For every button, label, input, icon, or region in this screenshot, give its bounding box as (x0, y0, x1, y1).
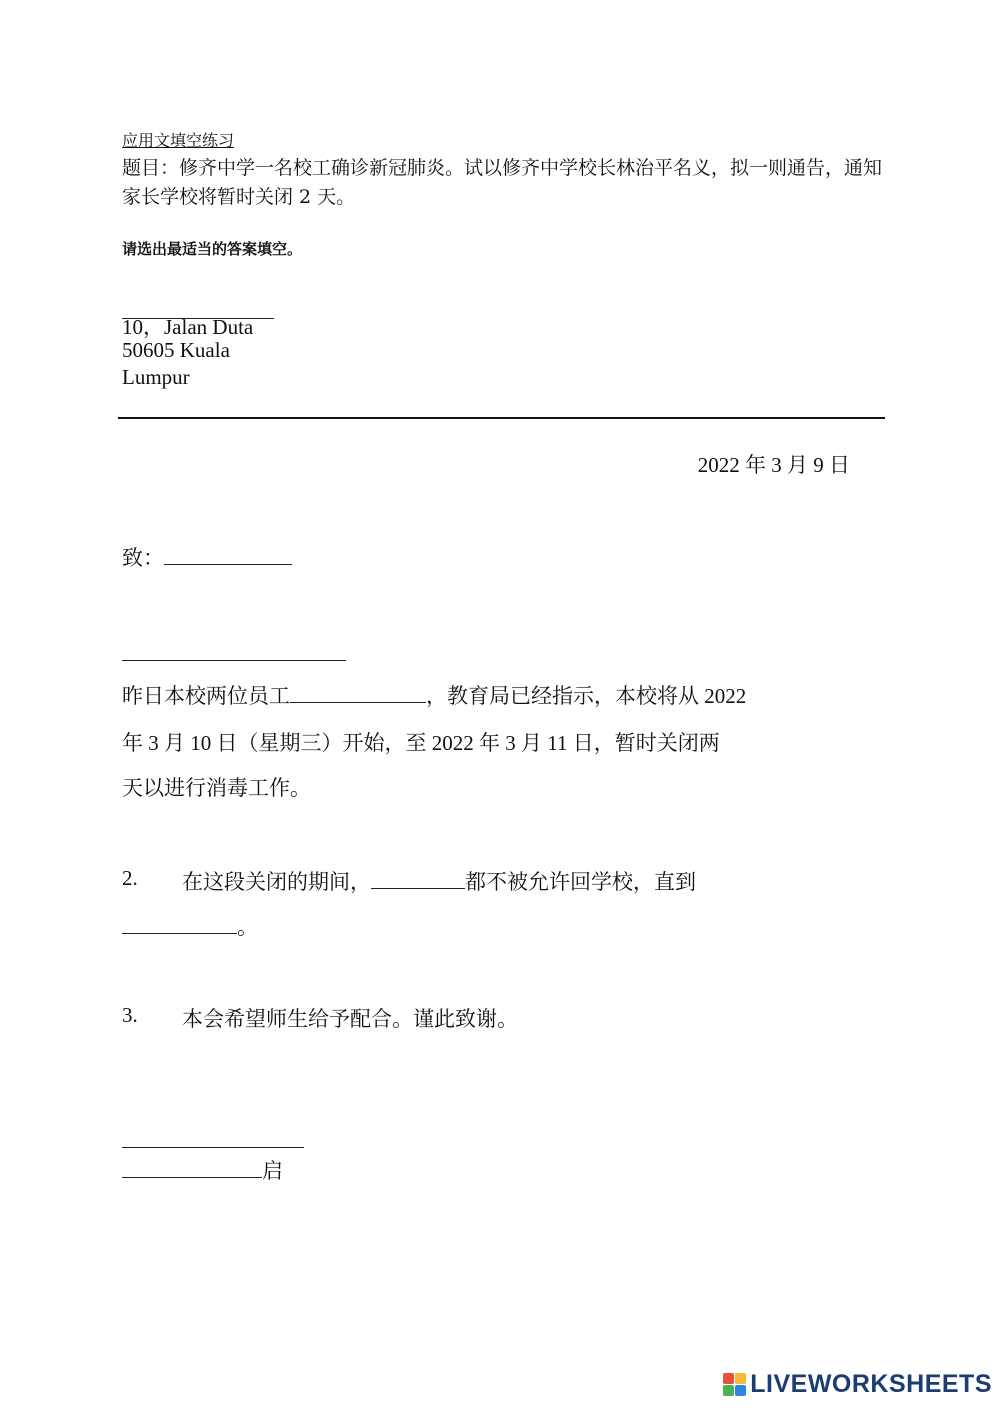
recipient-line (122, 542, 292, 572)
liveworksheets-mark-icon (723, 1373, 746, 1396)
para2-number: 2. (122, 866, 138, 890)
worksheet-title: 应用文填空练习 (122, 131, 235, 150)
para2-before: 在这段关闭的期间， (182, 870, 371, 894)
sign-suffix: 启 (262, 1159, 283, 1183)
address-line-1: 10，Jalan Duta (122, 315, 254, 339)
staff-blank[interactable] (290, 701, 426, 703)
notice-title-blank[interactable] (122, 646, 346, 665)
para2-line2 (122, 911, 258, 941)
para3-number: 3. (122, 1003, 138, 1027)
para2-line1 (182, 866, 696, 896)
instruction: 请选出最适当的答案填空。 (122, 240, 303, 258)
para1-line1 (122, 680, 746, 710)
para2-after: 都不被允许回学校，直到 (465, 870, 696, 894)
recipient-prefix: 致： (122, 546, 164, 570)
notice-date: 2022 年 3 月 9 日 (697, 453, 850, 477)
question-prompt: 题目：修齐中学一名校工确诊新冠肺炎。试以修齐中学校长林治平名义，拟一则通告，通知家长学校将暂时关闭 2 天。 (122, 157, 883, 208)
address-line-3: Lumpur (122, 365, 190, 389)
signature-blank[interactable] (122, 1133, 304, 1152)
signer-blank[interactable] (122, 1176, 262, 1178)
para1-line3: 天以进行消毒工作。 (122, 776, 311, 800)
who-blank[interactable] (371, 887, 465, 889)
para1-line2: 年 3 月 10 日（星期三）开始，至 2022 年 3 月 11 日，暂时关闭两 (122, 731, 720, 755)
header-divider (118, 417, 885, 419)
liveworksheets-logo (723, 1370, 992, 1399)
until-blank[interactable] (122, 932, 237, 934)
para3-text: 本会希望师生给予配合。谨此致谢。 (182, 1007, 518, 1031)
logo-text: LIVEWORKSHEETS (750, 1370, 992, 1398)
para2-end: 。 (237, 915, 258, 939)
para1-before: 昨日本校两位员工 (122, 684, 290, 708)
recipient-blank[interactable] (164, 563, 292, 565)
para1-after: ，教育局已经指示，本校将从 2022 (426, 684, 747, 708)
signer-line (122, 1155, 283, 1185)
address-line-2: 50605 Kuala (122, 338, 230, 362)
